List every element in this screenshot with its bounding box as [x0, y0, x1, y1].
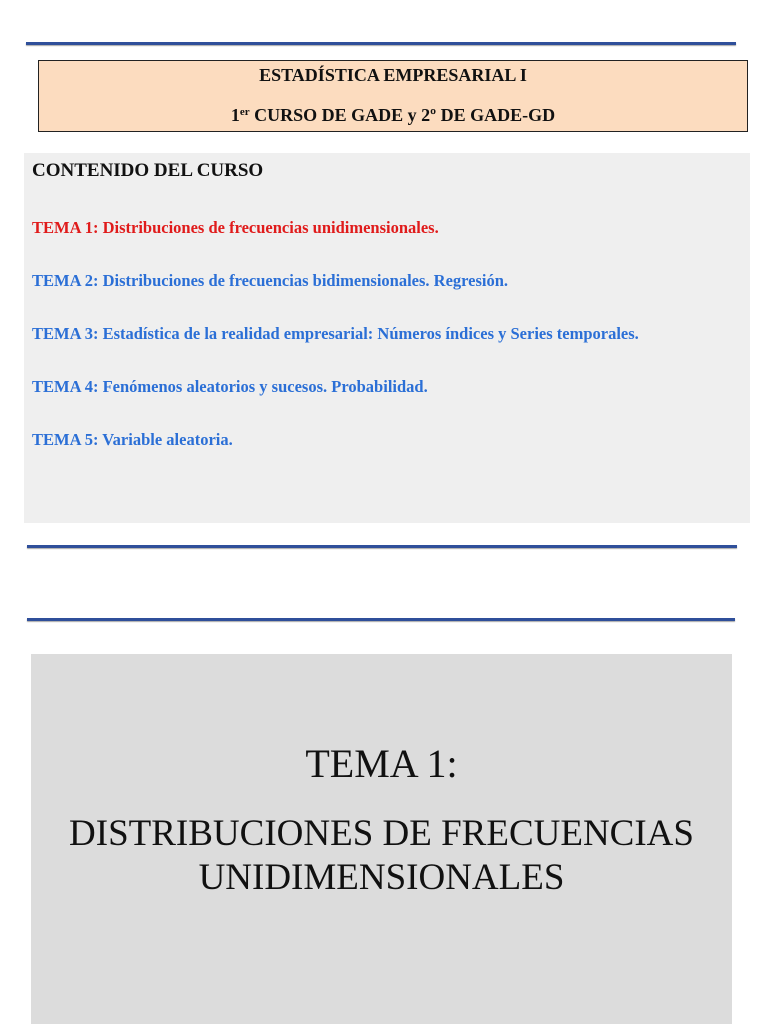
slide-subtitle: [31, 812, 732, 900]
course-subtitle-rest: CURSO DE GADE y 2º DE GADE-GD: [249, 105, 556, 125]
course-contents-panel: [24, 153, 750, 523]
slide-subtitle-line1: DISTRIBUCIONES DE FRECUENCIAS: [69, 813, 694, 854]
course-year-number: 1: [230, 105, 240, 125]
course-year-superscript: er: [239, 106, 250, 118]
tema-5-link[interactable]: TEMA 5: Variable aleatoria.: [32, 430, 233, 449]
course-subtitle: [39, 105, 747, 126]
top-divider: [26, 42, 736, 45]
contents-heading: CONTENIDO DEL CURSO: [32, 160, 264, 181]
course-title: ESTADÍSTICA EMPRESARIAL I: [259, 65, 527, 85]
slide-subtitle-line2: UNIDIMENSIONALES: [198, 857, 565, 898]
slide-divider: [27, 618, 735, 621]
title-slide: [31, 654, 732, 1024]
tema-3-link[interactable]: TEMA 3: Estadística de la realidad empresarial: Números índices y Series temporales.: [32, 324, 639, 343]
tema-2-link[interactable]: TEMA 2: Distribuciones de frecuencias bidimensionales. Regresión.: [32, 271, 509, 290]
course-header: [38, 60, 748, 132]
slide-title: TEMA 1:: [305, 741, 458, 786]
tema-4-link[interactable]: TEMA 4: Fenómenos aleatorios y sucesos. Probabilidad.: [32, 377, 428, 396]
tema-1-link[interactable]: TEMA 1: Distribuciones de frecuencias unidimensionales.: [32, 218, 439, 237]
middle-divider: [27, 545, 737, 548]
